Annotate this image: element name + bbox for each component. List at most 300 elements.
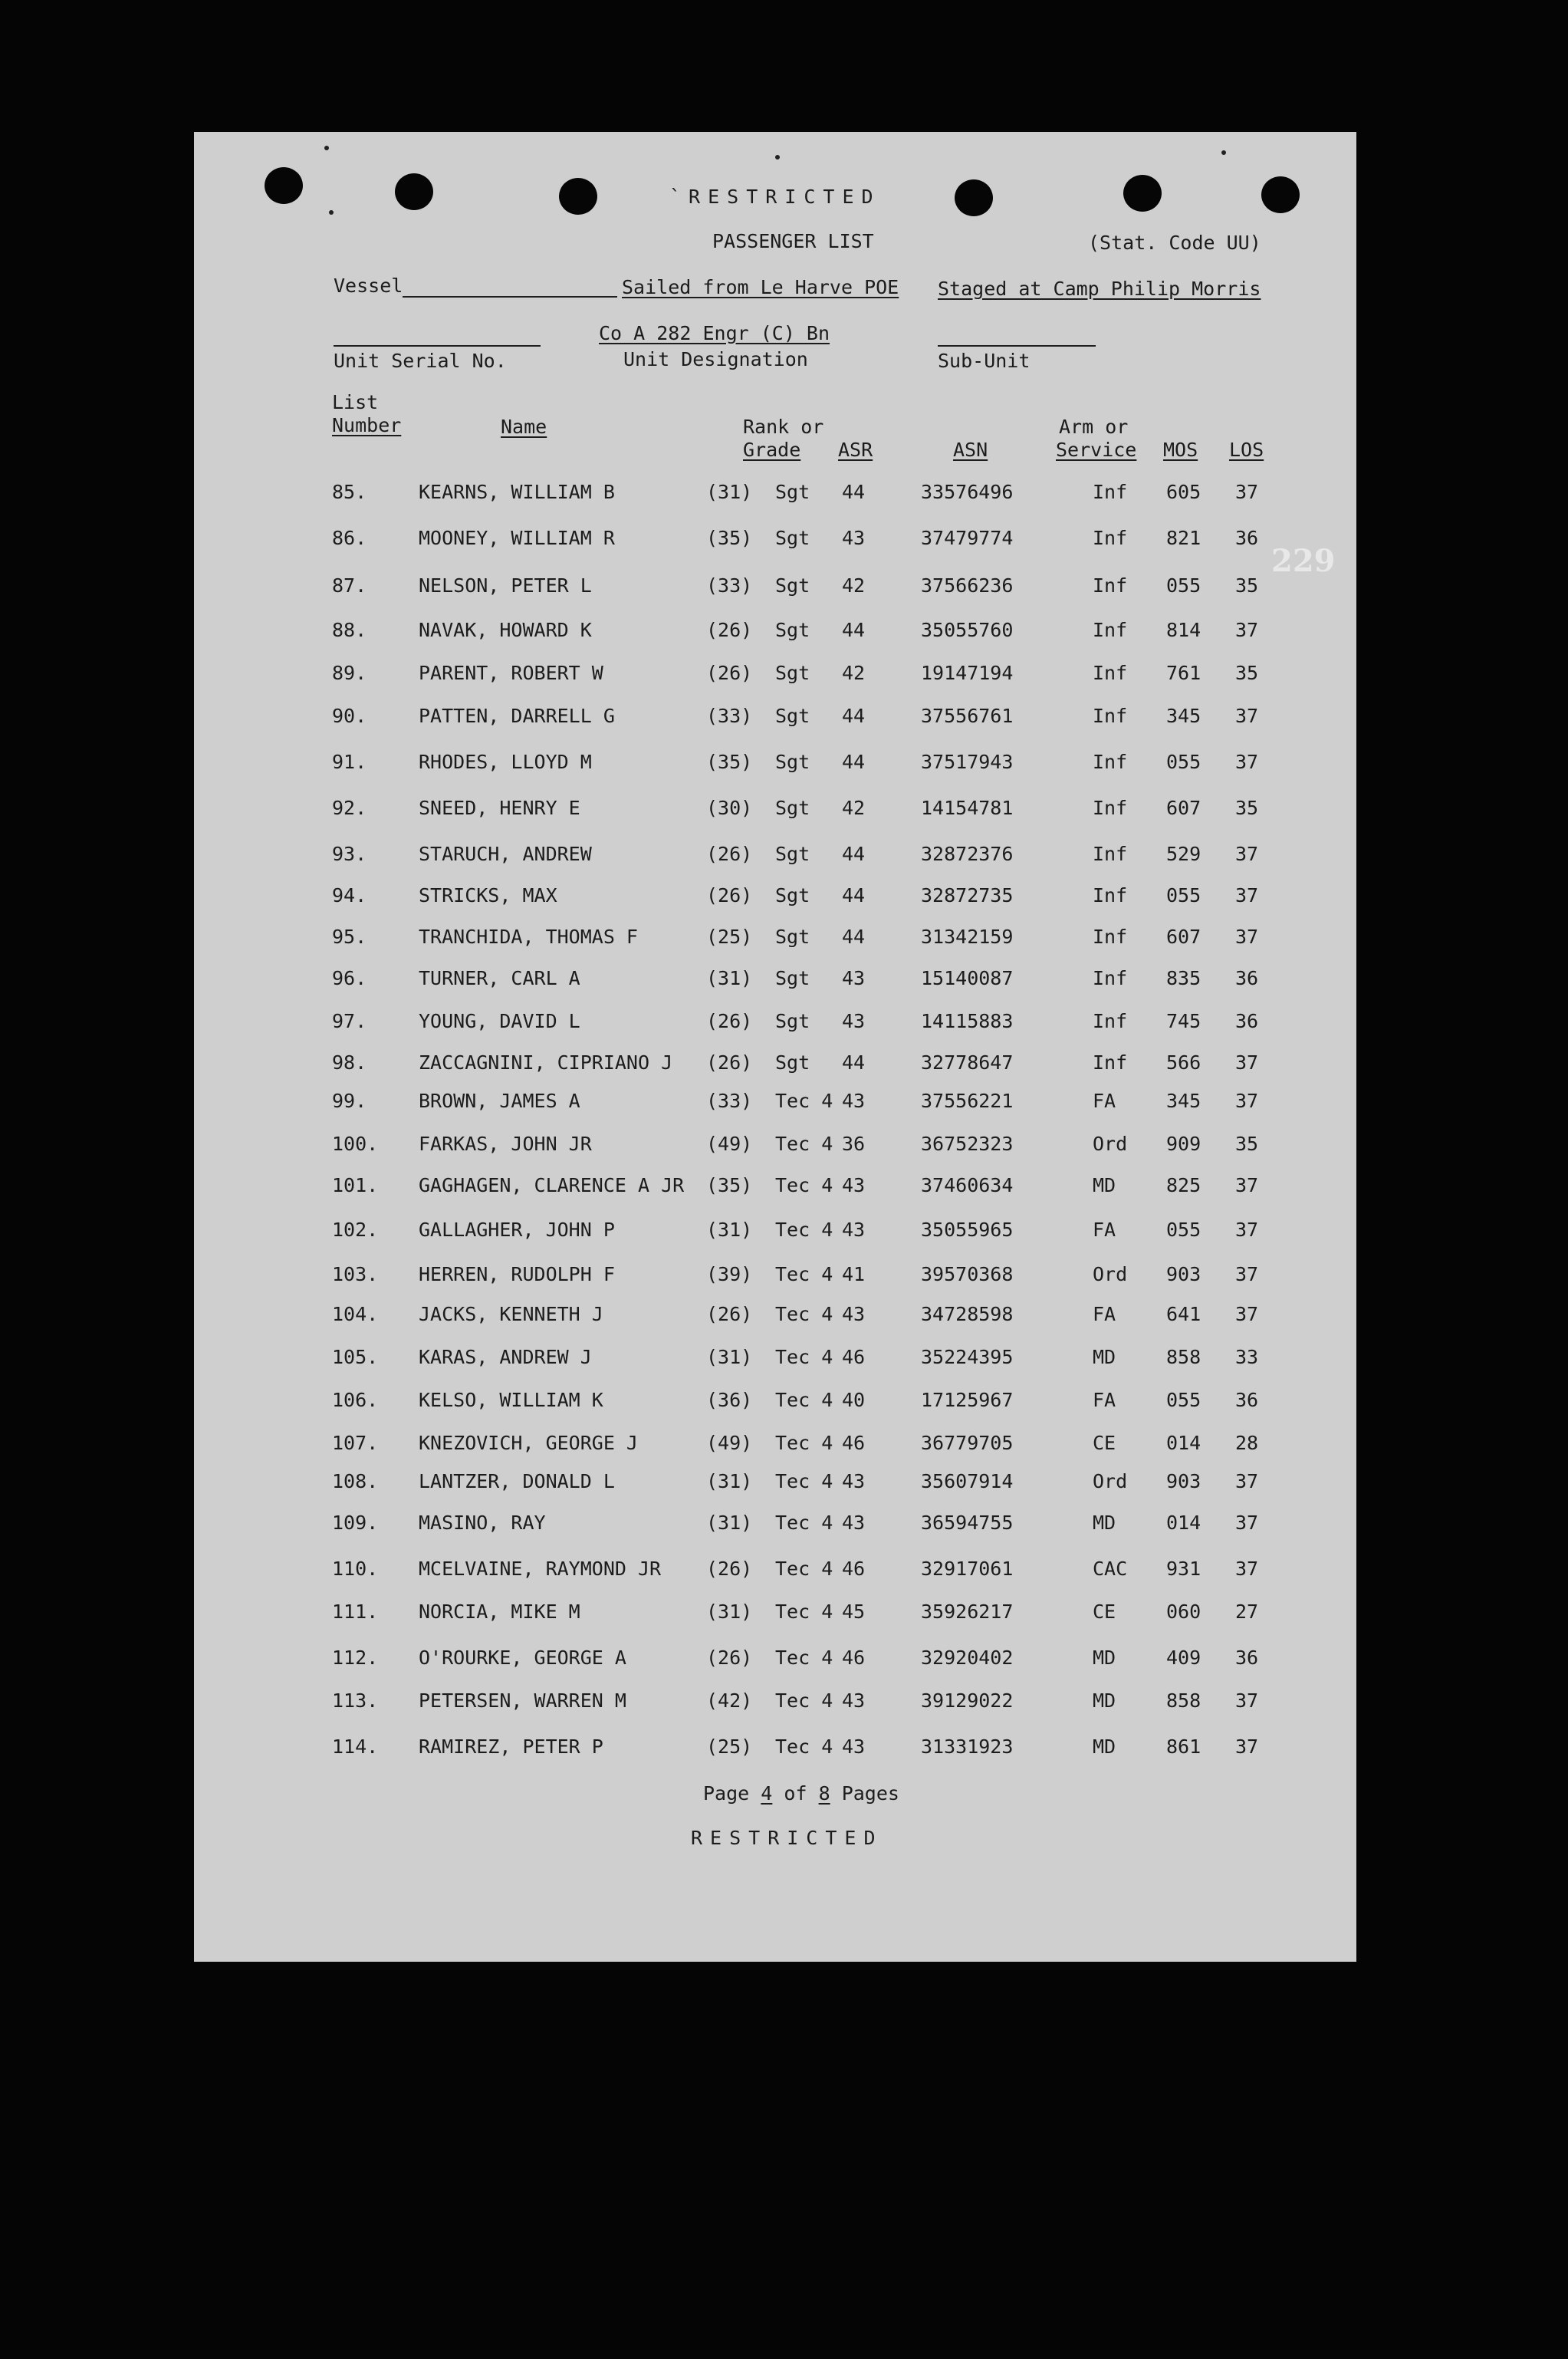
vessel-label: Vessel: [334, 275, 403, 297]
cell-asn: 32872376: [921, 843, 1014, 865]
cell-asn: 32778647: [921, 1051, 1014, 1074]
cell-arm: Inf: [1093, 884, 1128, 906]
cell-los: 37: [1235, 843, 1259, 865]
cell-asn: 37556221: [921, 1090, 1014, 1112]
cell-mos: 055: [1166, 574, 1201, 597]
cell-grade: Tec 4: [775, 1174, 833, 1196]
cell-los: 37: [1235, 1303, 1259, 1325]
cell-grade: Sgt: [775, 705, 810, 727]
cell-asn: 36779705: [921, 1432, 1014, 1454]
cell-grade: Tec 4: [775, 1736, 833, 1758]
cell-los: 37: [1235, 1174, 1259, 1196]
cell-age: (26): [706, 1010, 753, 1032]
cell-arm: Inf: [1093, 705, 1128, 727]
cell-grade: Tec 4: [775, 1303, 833, 1325]
cell-age: (31): [706, 1346, 753, 1368]
cell-age: (26): [706, 619, 753, 641]
cell-los: 37: [1235, 751, 1259, 773]
cell-arm: FA: [1093, 1219, 1116, 1241]
table-row: [194, 965, 1356, 995]
cell-los: 37: [1235, 705, 1259, 727]
cell-mos: 607: [1166, 926, 1201, 948]
cell-num: 105.: [332, 1346, 379, 1368]
cell-los: 37: [1235, 481, 1259, 503]
cell-los: 37: [1235, 1263, 1259, 1285]
cell-mos: 903: [1166, 1263, 1201, 1285]
cell-num: 88.: [332, 619, 367, 641]
cell-name: NELSON, PETER L: [419, 574, 592, 597]
page-of: of: [784, 1782, 807, 1805]
cell-num: 91.: [332, 751, 367, 773]
cell-asn: 37479774: [921, 527, 1014, 549]
cell-age: (35): [706, 1174, 753, 1196]
stat-code: (Stat. Code UU): [1088, 232, 1261, 254]
cell-grade: Tec 4: [775, 1090, 833, 1112]
cell-mos: 055: [1166, 1389, 1201, 1411]
cell-arm: Ord: [1093, 1470, 1128, 1492]
cell-name: TRANCHIDA, THOMAS F: [419, 926, 638, 948]
cell-age: (26): [706, 662, 753, 684]
page-suffix: Pages: [841, 1782, 899, 1805]
cell-asr: 44: [842, 1051, 866, 1074]
cell-arm: Inf: [1093, 1010, 1128, 1032]
cell-name: PETERSEN, WARREN M: [419, 1689, 626, 1712]
cell-arm: MD: [1093, 1689, 1116, 1712]
cell-los: 27: [1235, 1601, 1259, 1623]
cell-grade: Tec 4: [775, 1389, 833, 1411]
sailed-from: Sailed from Le Harve POE: [622, 276, 899, 298]
cell-arm: CAC: [1093, 1558, 1128, 1580]
page-stamp-number: 229: [1271, 543, 1336, 579]
cell-age: (36): [706, 1389, 753, 1411]
cell-age: (26): [706, 843, 753, 865]
staged-at: Staged at Camp Philip Morris: [938, 278, 1261, 300]
cell-grade: Sgt: [775, 843, 810, 865]
cell-grade: Sgt: [775, 662, 810, 684]
cell-asr: 43: [842, 1219, 866, 1241]
cell-asn: 32917061: [921, 1558, 1014, 1580]
cell-arm: MD: [1093, 1346, 1116, 1368]
cell-asn: 35055965: [921, 1219, 1014, 1241]
cell-age: (31): [706, 967, 753, 989]
cell-asr: 43: [842, 527, 866, 549]
col-mos: MOS: [1163, 439, 1198, 461]
cell-age: (35): [706, 527, 753, 549]
table-row: [194, 702, 1356, 733]
table-row: [194, 1087, 1356, 1118]
cell-num: 92.: [332, 797, 367, 819]
table-row: [194, 1301, 1356, 1331]
cell-asr: 44: [842, 884, 866, 906]
cell-name: KNEZOVICH, GEORGE J: [419, 1432, 638, 1454]
cell-num: 93.: [332, 843, 367, 865]
cell-asn: 36752323: [921, 1133, 1014, 1155]
cell-num: 89.: [332, 662, 367, 684]
table-row: [194, 1555, 1356, 1586]
cell-asn: 37566236: [921, 574, 1014, 597]
cell-grade: Sgt: [775, 619, 810, 641]
table-row: [194, 1049, 1356, 1080]
cell-name: MOONEY, WILLIAM R: [419, 527, 615, 549]
cell-los: 35: [1235, 574, 1259, 597]
cell-name: BROWN, JAMES A: [419, 1090, 580, 1112]
cell-age: (25): [706, 1736, 753, 1758]
cell-mos: 055: [1166, 884, 1201, 906]
table-row: [194, 923, 1356, 954]
cell-grade: Tec 4: [775, 1133, 833, 1155]
sub-unit-label: Sub-Unit: [938, 350, 1031, 372]
cell-asn: 35224395: [921, 1346, 1014, 1368]
col-asn: ASN: [953, 439, 988, 461]
punch-hole: [265, 167, 303, 204]
table-row: [194, 1509, 1356, 1540]
cell-asn: 32920402: [921, 1647, 1014, 1669]
unit-serial-blank-line: [334, 345, 541, 347]
cell-num: 112.: [332, 1647, 379, 1669]
table-row: [194, 1644, 1356, 1675]
cell-arm: CE: [1093, 1601, 1116, 1623]
cell-name: MASINO, RAY: [419, 1512, 546, 1534]
cell-num: 85.: [332, 481, 367, 503]
cell-name: NAVAK, HOWARD K: [419, 619, 592, 641]
col-arm-line2: Service: [1056, 439, 1137, 461]
passenger-list-sheet: [194, 132, 1356, 1962]
cell-arm: FA: [1093, 1090, 1116, 1112]
unit-serial-label: Unit Serial No.: [334, 350, 507, 372]
cell-grade: Tec 4: [775, 1219, 833, 1241]
cell-arm: Inf: [1093, 967, 1128, 989]
cell-asn: 17125967: [921, 1389, 1014, 1411]
unit-designation-label: Unit Designation: [623, 348, 808, 370]
cell-asr: 43: [842, 1512, 866, 1534]
cell-asn: 15140087: [921, 967, 1014, 989]
cell-num: 99.: [332, 1090, 367, 1112]
cell-asr: 44: [842, 843, 866, 865]
cell-age: (25): [706, 926, 753, 948]
table-row: [194, 1598, 1356, 1629]
cell-asn: 37460634: [921, 1174, 1014, 1196]
cell-arm: Inf: [1093, 797, 1128, 819]
cell-asn: 35607914: [921, 1470, 1014, 1492]
cell-los: 35: [1235, 1133, 1259, 1155]
table-row: [194, 479, 1356, 509]
cell-age: (33): [706, 705, 753, 727]
table-row: [194, 841, 1356, 871]
cell-mos: 055: [1166, 751, 1201, 773]
cell-los: 35: [1235, 797, 1259, 819]
table-row: [194, 572, 1356, 603]
cell-asr: 42: [842, 574, 866, 597]
cell-los: 37: [1235, 1470, 1259, 1492]
cell-name: GAGHAGEN, CLARENCE A JR: [419, 1174, 685, 1196]
cell-asn: 35926217: [921, 1601, 1014, 1623]
cell-arm: MD: [1093, 1174, 1116, 1196]
table-row: [194, 1468, 1356, 1499]
cell-los: 28: [1235, 1432, 1259, 1454]
table-row: [194, 1008, 1356, 1038]
cell-asr: 46: [842, 1558, 866, 1580]
cell-grade: Tec 4: [775, 1512, 833, 1534]
cell-arm: Inf: [1093, 843, 1128, 865]
cell-name: HERREN, RUDOLPH F: [419, 1263, 615, 1285]
cell-asr: 45: [842, 1601, 866, 1623]
cell-asn: 34728598: [921, 1303, 1014, 1325]
restricted-top: `RESTRICTED: [669, 186, 881, 208]
cell-asr: 46: [842, 1432, 866, 1454]
cell-asn: 37517943: [921, 751, 1014, 773]
cell-age: (26): [706, 1051, 753, 1074]
cell-mos: 566: [1166, 1051, 1201, 1074]
cell-los: 37: [1235, 1689, 1259, 1712]
table-row: [194, 1172, 1356, 1203]
col-list-number-line2: Number: [332, 414, 402, 436]
cell-asr: 36: [842, 1133, 866, 1155]
cell-asr: 43: [842, 1090, 866, 1112]
ink-speck: [324, 146, 329, 150]
cell-asr: 42: [842, 662, 866, 684]
cell-asr: 46: [842, 1346, 866, 1368]
table-row: [194, 1130, 1356, 1161]
cell-age: (39): [706, 1263, 753, 1285]
cell-mos: 761: [1166, 662, 1201, 684]
cell-grade: Sgt: [775, 967, 810, 989]
cell-mos: 909: [1166, 1133, 1201, 1155]
cell-num: 106.: [332, 1389, 379, 1411]
cell-asr: 43: [842, 1470, 866, 1492]
cell-grade: Tec 4: [775, 1432, 833, 1454]
cell-asr: 43: [842, 1689, 866, 1712]
cell-name: GALLAGHER, JOHN P: [419, 1219, 615, 1241]
cell-name: MCELVAINE, RAYMOND JR: [419, 1558, 662, 1580]
cell-num: 111.: [332, 1601, 379, 1623]
ink-speck: [775, 155, 780, 160]
cell-grade: Sgt: [775, 527, 810, 549]
cell-asr: 44: [842, 705, 866, 727]
cell-age: (26): [706, 1647, 753, 1669]
cell-asr: 43: [842, 1736, 866, 1758]
table-row: [194, 1430, 1356, 1460]
cell-asr: 46: [842, 1647, 866, 1669]
cell-age: (33): [706, 574, 753, 597]
cell-grade: Sgt: [775, 926, 810, 948]
cell-mos: 745: [1166, 1010, 1201, 1032]
cell-name: PATTEN, DARRELL G: [419, 705, 615, 727]
cell-arm: Inf: [1093, 751, 1128, 773]
cell-grade: Tec 4: [775, 1263, 833, 1285]
cell-asn: 31342159: [921, 926, 1014, 948]
cell-asn: 35055760: [921, 619, 1014, 641]
col-rank-line2: Grade: [743, 439, 801, 461]
cell-los: 37: [1235, 926, 1259, 948]
cell-los: 36: [1235, 527, 1259, 549]
cell-name: PARENT, ROBERT W: [419, 662, 603, 684]
table-row: [194, 1344, 1356, 1374]
cell-asr: 43: [842, 967, 866, 989]
cell-grade: Tec 4: [775, 1689, 833, 1712]
col-name: Name: [501, 416, 547, 438]
cell-mos: 821: [1166, 527, 1201, 549]
cell-arm: Ord: [1093, 1133, 1128, 1155]
cell-num: 87.: [332, 574, 367, 597]
cell-num: 97.: [332, 1010, 367, 1032]
cell-num: 110.: [332, 1558, 379, 1580]
cell-mos: 529: [1166, 843, 1201, 865]
cell-arm: Inf: [1093, 1051, 1128, 1074]
cell-asn: 14115883: [921, 1010, 1014, 1032]
cell-name: STRICKS, MAX: [419, 884, 557, 906]
cell-age: (31): [706, 1219, 753, 1241]
cell-name: KEARNS, WILLIAM B: [419, 481, 615, 503]
table-row: [194, 617, 1356, 647]
cell-grade: Sgt: [775, 481, 810, 503]
cell-los: 37: [1235, 1090, 1259, 1112]
cell-arm: Ord: [1093, 1263, 1128, 1285]
cell-asr: 44: [842, 751, 866, 773]
cell-num: 100.: [332, 1133, 379, 1155]
cell-asn: 39129022: [921, 1689, 1014, 1712]
table-row: [194, 882, 1356, 913]
ink-speck: [1221, 150, 1226, 155]
cell-asr: 43: [842, 1303, 866, 1325]
col-list-number-line1: List: [332, 391, 379, 413]
punch-hole: [955, 179, 993, 216]
col-arm-line1: Arm or: [1059, 416, 1129, 438]
cell-los: 36: [1235, 1010, 1259, 1032]
restricted-bottom: RESTRICTED: [691, 1827, 883, 1849]
cell-mos: 345: [1166, 1090, 1201, 1112]
cell-los: 37: [1235, 619, 1259, 641]
cell-num: 101.: [332, 1174, 379, 1196]
cell-grade: Sgt: [775, 1051, 810, 1074]
cell-name: RHODES, LLOYD M: [419, 751, 592, 773]
page-number: 4: [761, 1782, 773, 1805]
cell-num: 95.: [332, 926, 367, 948]
cell-arm: CE: [1093, 1432, 1116, 1454]
col-los: LOS: [1229, 439, 1264, 461]
cell-los: 36: [1235, 1647, 1259, 1669]
cell-age: (42): [706, 1689, 753, 1712]
cell-mos: 409: [1166, 1647, 1201, 1669]
cell-age: (26): [706, 1303, 753, 1325]
cell-name: YOUNG, DAVID L: [419, 1010, 580, 1032]
cell-mos: 060: [1166, 1601, 1201, 1623]
cell-grade: Tec 4: [775, 1601, 833, 1623]
cell-num: 113.: [332, 1689, 379, 1712]
cell-name: KARAS, ANDREW J: [419, 1346, 592, 1368]
cell-mos: 014: [1166, 1432, 1201, 1454]
cell-name: SNEED, HENRY E: [419, 797, 580, 819]
cell-num: 109.: [332, 1512, 379, 1534]
cell-age: (31): [706, 1470, 753, 1492]
cell-mos: 858: [1166, 1689, 1201, 1712]
cell-num: 107.: [332, 1432, 379, 1454]
document-title: PASSENGER LIST: [712, 230, 874, 252]
page-prefix: Page: [703, 1782, 750, 1805]
table-row: [194, 1733, 1356, 1764]
cell-name: O'ROURKE, GEORGE A: [419, 1647, 626, 1669]
cell-arm: Inf: [1093, 574, 1128, 597]
cell-arm: MD: [1093, 1647, 1116, 1669]
cell-asn: 31331923: [921, 1736, 1014, 1758]
cell-num: 103.: [332, 1263, 379, 1285]
table-row: [194, 1387, 1356, 1417]
cell-age: (49): [706, 1133, 753, 1155]
cell-grade: Tec 4: [775, 1470, 833, 1492]
cell-mos: 903: [1166, 1470, 1201, 1492]
cell-arm: FA: [1093, 1389, 1116, 1411]
cell-asn: 39570368: [921, 1263, 1014, 1285]
col-rank-line1: Rank or: [743, 416, 824, 438]
cell-mos: 605: [1166, 481, 1201, 503]
table-row: [194, 748, 1356, 779]
cell-arm: FA: [1093, 1303, 1116, 1325]
cell-age: (33): [706, 1090, 753, 1112]
cell-name: ZACCAGNINI, CIPRIANO J: [419, 1051, 673, 1074]
cell-mos: 055: [1166, 1219, 1201, 1241]
cell-name: FARKAS, JOHN JR: [419, 1133, 592, 1155]
cell-asn: 36594755: [921, 1512, 1014, 1534]
punch-hole: [395, 173, 433, 210]
page-indicator: [703, 1782, 899, 1805]
cell-los: 36: [1235, 967, 1259, 989]
cell-asr: 40: [842, 1389, 866, 1411]
cell-num: 90.: [332, 705, 367, 727]
cell-age: (49): [706, 1432, 753, 1454]
cell-arm: Inf: [1093, 619, 1128, 641]
punch-hole: [1261, 176, 1300, 213]
table-row: [194, 660, 1356, 690]
cell-arm: Inf: [1093, 481, 1128, 503]
cell-los: 37: [1235, 884, 1259, 906]
cell-los: 36: [1235, 1389, 1259, 1411]
cell-num: 98.: [332, 1051, 367, 1074]
table-row: [194, 1216, 1356, 1247]
cell-age: (35): [706, 751, 753, 773]
cell-age: (30): [706, 797, 753, 819]
cell-asr: 44: [842, 481, 866, 503]
cell-los: 37: [1235, 1736, 1259, 1758]
cell-los: 35: [1235, 662, 1259, 684]
cell-name: STARUCH, ANDREW: [419, 843, 592, 865]
table-row: [194, 795, 1356, 825]
cell-asr: 43: [842, 1174, 866, 1196]
cell-name: NORCIA, MIKE M: [419, 1601, 580, 1623]
cell-los: 37: [1235, 1558, 1259, 1580]
cell-asr: 43: [842, 1010, 866, 1032]
cell-num: 94.: [332, 884, 367, 906]
cell-arm: MD: [1093, 1512, 1116, 1534]
cell-name: JACKS, KENNETH J: [419, 1303, 603, 1325]
cell-num: 114.: [332, 1736, 379, 1758]
cell-mos: 825: [1166, 1174, 1201, 1196]
cell-mos: 861: [1166, 1736, 1201, 1758]
punch-hole: [1123, 175, 1162, 212]
cell-los: 37: [1235, 1512, 1259, 1534]
cell-age: (31): [706, 1601, 753, 1623]
cell-age: (26): [706, 1558, 753, 1580]
cell-asr: 41: [842, 1263, 866, 1285]
cell-age: (31): [706, 1512, 753, 1534]
cell-asr: 42: [842, 797, 866, 819]
cell-age: (26): [706, 884, 753, 906]
cell-los: 37: [1235, 1051, 1259, 1074]
cell-mos: 814: [1166, 619, 1201, 641]
cell-asn: 33576496: [921, 481, 1014, 503]
cell-mos: 607: [1166, 797, 1201, 819]
cell-asn: 14154781: [921, 797, 1014, 819]
cell-grade: Sgt: [775, 797, 810, 819]
cell-asr: 44: [842, 926, 866, 948]
